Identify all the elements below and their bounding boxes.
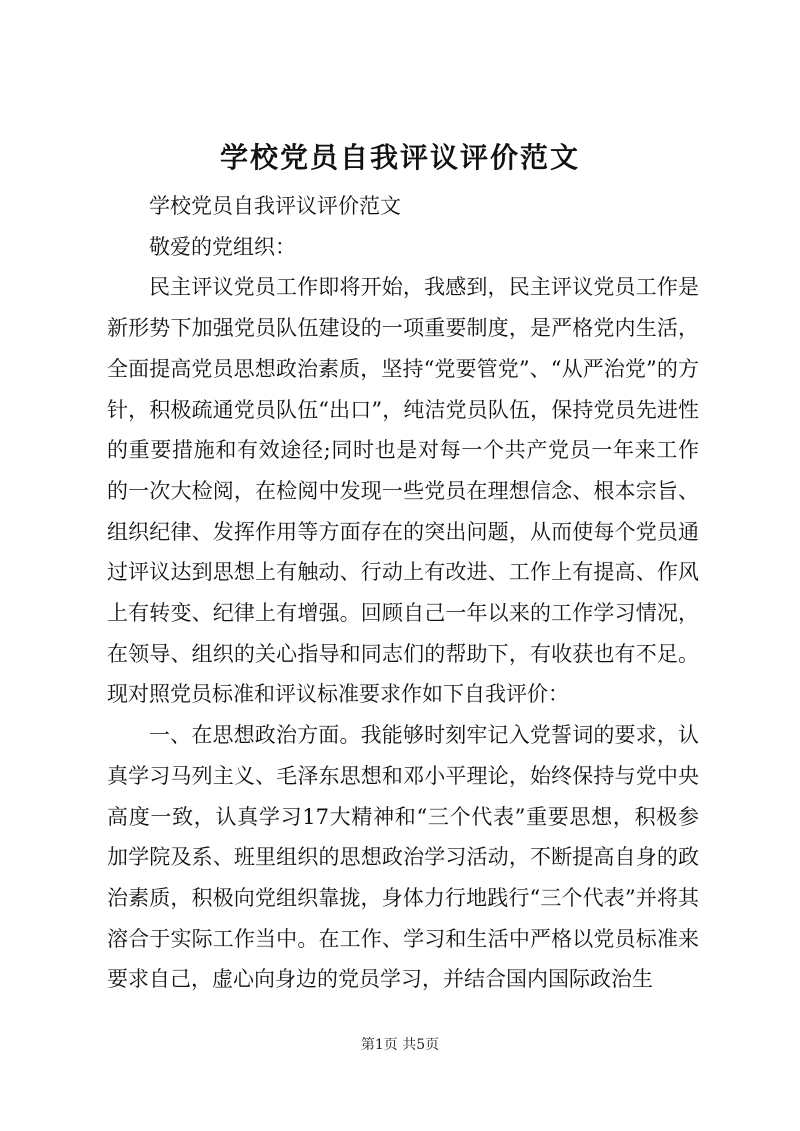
paragraph-intro: 民主评议党员工作即将开始，我感到，民主评议党员工作是新形势下加强党员队伍建设的一项重要制度，是严格党内生活，全面提高党员思想政治素质，坚持“党要管党”、“从严治党”的方针，积极疏通党员队伍“出口”，纯洁党员队伍，保持党员先进性的重要措施和有效途径;同时也是对每一个共产党员一年来工作的一次大检阅，在检阅中发现一些党员在理想信念、根本宗旨、组织纪律、发挥作用等方面存在的突出问题，从而使每个党员通过评议达到思想上有触动、行动上有改进、工作上有提高、作风上有转变、纪律上有增强。回顾自己一年以来的工作学习情况，在领导、组织的关心指导和同志们的帮助下，有收获也有不足。现对照党员标准和评议标准要求作如下自我评价： xyxy=(107,275,699,707)
paragraph-heading-repeat: 学校党员自我评议评价范文 xyxy=(149,194,401,218)
page-footer: 第1页 共5页 xyxy=(360,1037,440,1053)
document-body xyxy=(107,186,699,1000)
document-title: 学校党员自我评议评价范文 xyxy=(219,141,580,174)
paragraph-salutation: 敬爱的党组织： xyxy=(149,234,296,259)
paragraph-section-one: 一、在思想政治方面。我能够时刻牢记入党誓词的要求，认真学习马列主义、毛泽东思想和邓小平理论，始终保持与党中央高度一致，认真学习17大精神和“三个代表”重要思想，积极参加学院及系、班里组织的思想政治学习活动，不断提高自身的政治素质，积极向党组织靠拢，身体力行地践行“三个代表”并将其溶合于实际工作当中。在工作、学习和生活中严格以党员标准来要求自己，虚心向身边的党员学习，并结合国内国际政治生 xyxy=(107,723,699,992)
